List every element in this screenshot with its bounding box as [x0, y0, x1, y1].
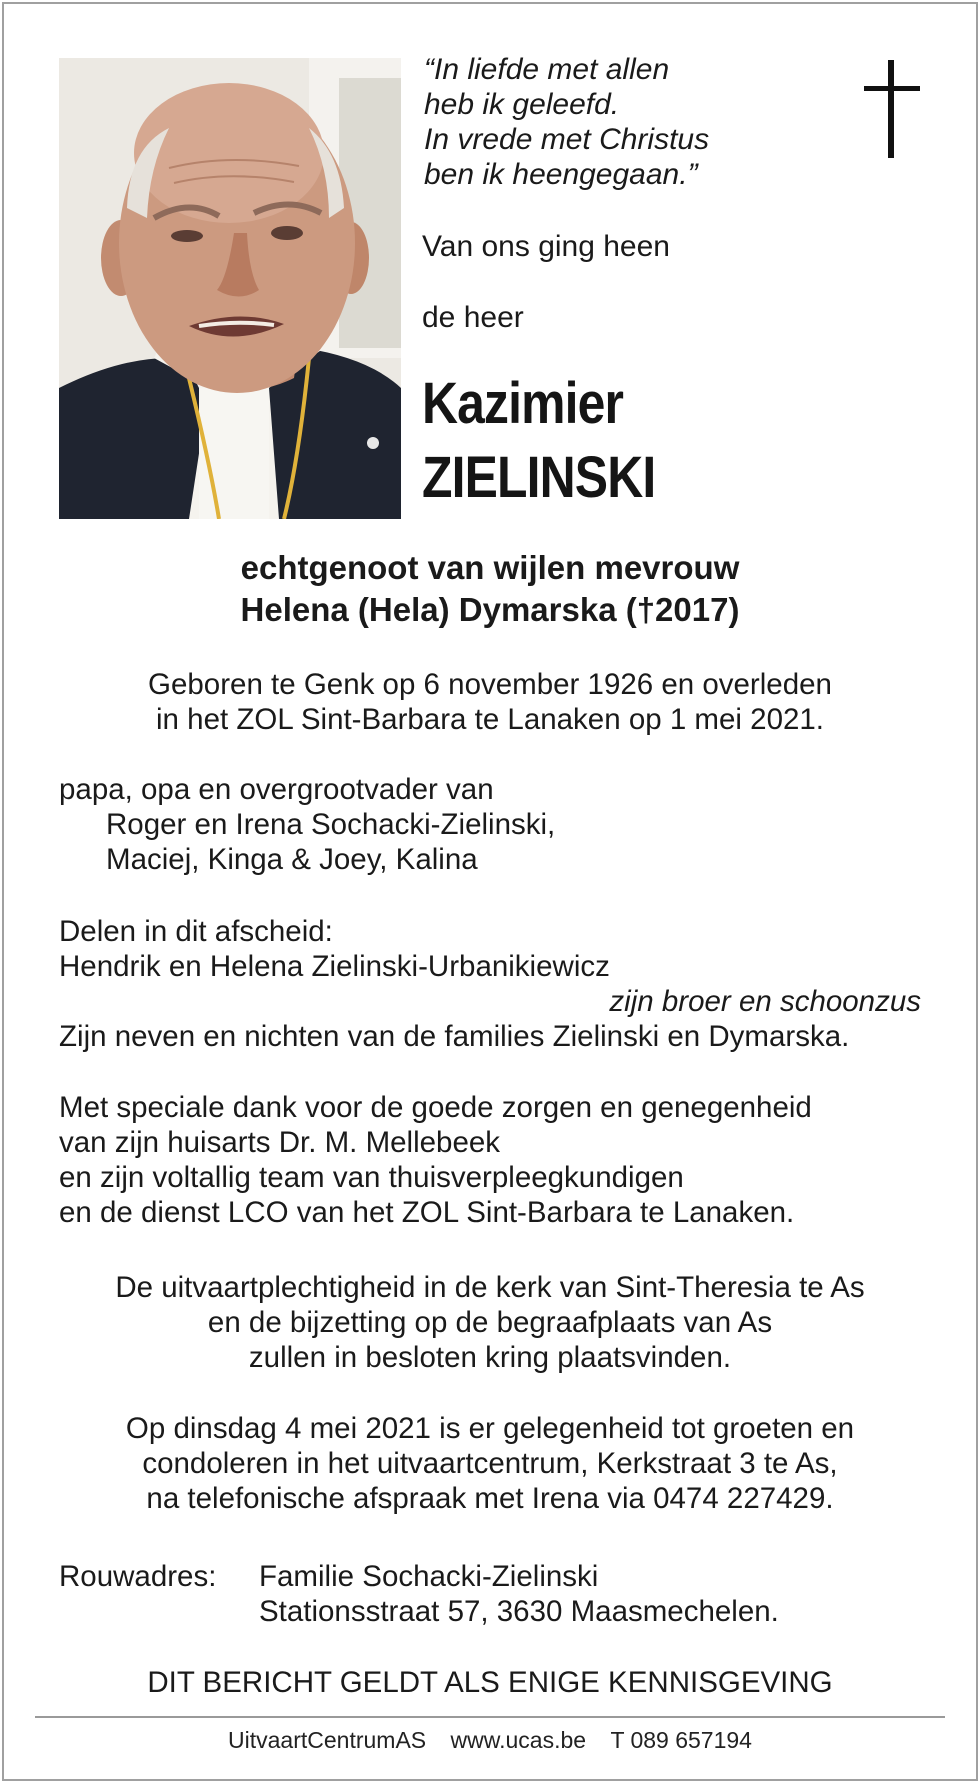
- quote-line: “In liefde met allen: [424, 53, 670, 86]
- footer-company: UitvaartCentrumAS: [228, 1727, 427, 1753]
- footer-divider: [35, 1716, 945, 1718]
- spouse-line: Helena (Hela) Dymarska (†2017): [240, 591, 740, 628]
- title-text: de heer: [422, 301, 524, 334]
- thanks-line: en zijn voltallig team van thuisverpleegkundigen: [59, 1161, 684, 1194]
- funeral-line: zullen in besloten kring plaatsvinden.: [248, 1341, 732, 1374]
- spouse-block: [0, 547, 980, 631]
- condolence-line: Op dinsdag 4 mei 2021 is er gelegenheid tot groeten en: [125, 1412, 855, 1445]
- quote-line: ben ik heengegaan.”: [424, 158, 698, 191]
- family-member: Maciej, Kinga & Joey, Kalina: [106, 843, 478, 876]
- birth-death-block: [0, 667, 980, 737]
- last-name: ZIELINSKI: [422, 445, 656, 510]
- thanks-line: en de dienst LCO van het ZOL Sint-Barbara te Lanaken.: [59, 1196, 795, 1229]
- condolence-block: [0, 1411, 980, 1516]
- family-member: Roger en Irena Sochacki-Zielinski,: [106, 808, 556, 841]
- first-name: Kazimier: [422, 371, 624, 436]
- share-line: Zijn neven en nichten van de families Zielinski en Dymarska.: [59, 1020, 850, 1053]
- condolence-line: na telefonische afspraak met Irena via 0474 227429.: [146, 1482, 834, 1515]
- thanks-block: [59, 1090, 812, 1230]
- share-heading: Delen in dit afscheid:: [59, 915, 333, 948]
- funeral-line: De uitvaartplechtigheid in de kerk van Sint-Theresia te As: [115, 1271, 865, 1304]
- thanks-line: Met speciale dank voor de goede zorgen en genegenheid: [59, 1091, 812, 1124]
- intro-text: Van ons ging heen: [422, 230, 670, 263]
- address-line: Familie Sochacki-Zielinski: [259, 1560, 599, 1593]
- thanks-line: van zijn huisarts Dr. M. Mellebeek: [59, 1126, 501, 1159]
- quote-line: In vrede met Christus: [424, 123, 710, 156]
- notice-text: DIT BERICHT GELDT ALS ENIGE KENNISGEVING: [147, 1666, 833, 1699]
- footer-website[interactable]: www.ucas.be: [450, 1727, 587, 1753]
- birth-death-line: Geboren te Genk op 6 november 1926 en overleden: [148, 668, 832, 701]
- spouse-line: echtgenoot van wijlen mevrouw: [240, 549, 740, 586]
- condolence-line: condoleren in het uitvaartcentrum, Kerkstraat 3 te As,: [142, 1447, 838, 1480]
- quote-block: [424, 52, 709, 192]
- quote-line: heb ik geleefd.: [424, 88, 620, 121]
- share-relation: zijn broer en schoonzus: [609, 985, 921, 1018]
- funeral-line: en de bijzetting op de begraafplaats van As: [207, 1306, 773, 1339]
- portrait-photo: [59, 58, 401, 519]
- family-heading: papa, opa en overgrootvader van: [59, 773, 494, 806]
- share-line: Hendrik en Helena Zielinski-Urbanikiewicz: [59, 950, 610, 983]
- funeral-block: [0, 1270, 980, 1375]
- cross-icon: [864, 60, 920, 158]
- address-line: Stationsstraat 57, 3630 Maasmechelen.: [259, 1595, 779, 1628]
- footer-phone: T 089 657194: [610, 1727, 752, 1753]
- birth-death-line: in het ZOL Sint-Barbara te Lanaken op 1 mei 2021.: [156, 703, 824, 736]
- footer: [0, 1727, 980, 1754]
- address-label: Rouwadres:: [59, 1560, 217, 1593]
